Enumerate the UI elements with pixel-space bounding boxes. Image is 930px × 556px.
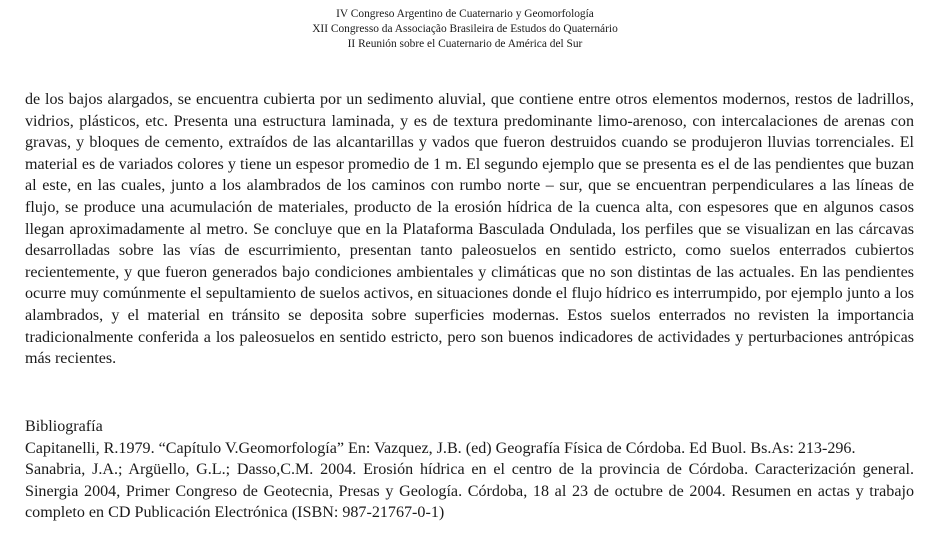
bibliography-heading: Bibliografía xyxy=(25,418,103,435)
reference-sanabria: Sanabria, J.A.; Argüello, G.L.; Dasso,C.M. 2004. Erosión hídrica en el centro de la provincia de Córdoba. Caracterización general. Sinergia 2004, Primer Congreso de Geotecnia, Presas y Geología. Córdoba, 18 al 23 de octubre de 2004. Resumen en actas y trabajo completo en CD Publicación Electrónica (ISBN: 987-21767-0-1) xyxy=(25,461,914,522)
header-line-congress-argentino: IV Congreso Argentino de Cuaternario y Geomorfología xyxy=(336,8,594,20)
header-line-reunion-america-sur: II Reunión sobre el Cuaternario de América del Sur xyxy=(347,38,583,50)
header-line-congresso-brasileira: XII Congresso da Associação Brasileira de Estudos do Quaternário xyxy=(312,23,618,35)
bibliography-section xyxy=(25,416,914,524)
reference-capitanelli: Capitanelli, R.1979. “Capítulo V.Geomorfología” En: Vazquez, J.B. (ed) Geografía Física de Córdoba. Ed Buol. Bs.As: 213-296. xyxy=(25,439,856,457)
body-paragraph: de los bajos alargados, se encuentra cubierta por un sedimento aluvial, que contiene entre otros elementos modernos, restos de ladrillos, vidrios, plásticos, etc. Presenta una estructura laminada, y es de textura predominante limo-arenoso, con intercalaciones de arenas con gravas, y bloques de cemento, extraídos de las alcantarillas y vados que fueron destruidos cuando se produjeron lluvias torrenciales. El material es de variados colores y tiene un espesor promedio de 1 m. El segundo ejemplo que se presenta es el de las pendientes que buzan al este, en las cuales, junto a los alambrados de los caminos con rumbo norte – sur, que se encuentran perpendiculares a las líneas de flujo, se produce una acumulación de materiales, producto de la erosión hídrica de la cuenca alta, con espesores que en algunos casos llegan aproximadamente al metro. Se concluye que en la Plataforma Basculada Ondulada, los perfiles que se visualizan en las cárcavas desarrolladas sobre las vías de escurrimiento, presentan tanto paleosuelos en sentido estricto, como suelos enterrados cubiertos recientemente, y que fueron generados bajo condiciones ambientales y climáticas que no son distintas de las actuales. En las pendientes ocurre muy comúnmente el sepultamiento de suelos activos, en situaciones donde el flujo hídrico es interrumpido, por ejemplo junto a los alambrados, y el material en tránsito se deposita sobre superficies modernas. Estos suelos enterrados no revisten la importancia tradicionalmente conferida a los paleosuelos en sentido estricto, pero son buenos indicadores de actividades y perturbaciones antrópicas más recientes. xyxy=(25,91,914,368)
running-header xyxy=(0,7,930,52)
